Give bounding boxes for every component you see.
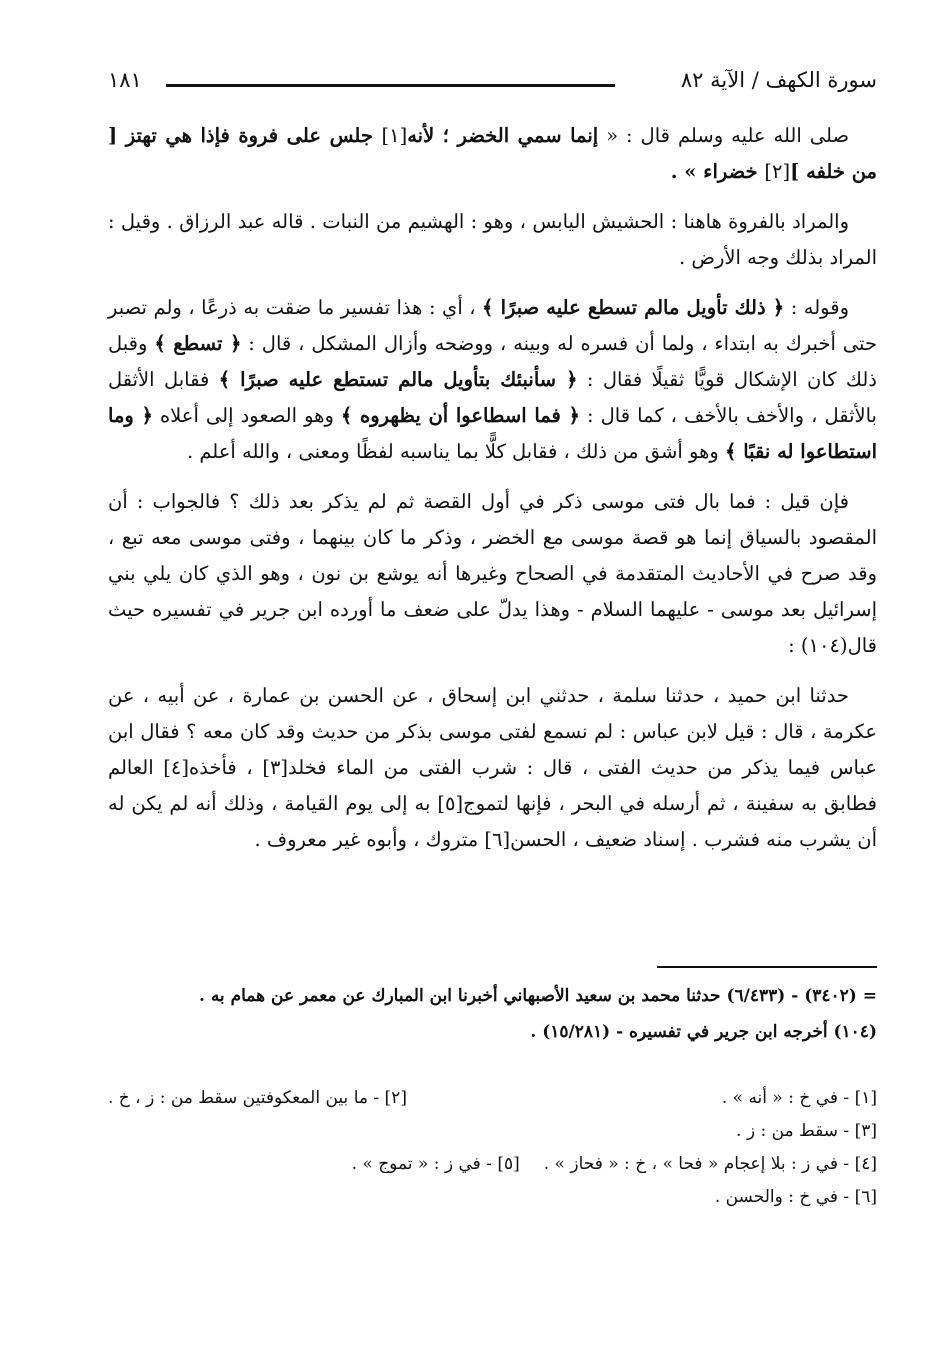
paragraph-hadith: صلى الله عليه وسلم قال : « إنما سمي الخضر ؛ لأنه[١] جلس على فروة فإذا هي تهتز [ من خلفه ][٢] خضراء » . [108,124,877,183]
takhrij-footnotes [108,978,877,1050]
paragraph-tawil: وقوله : ﴿ ذلك تأويل مالم تسطع عليه صبرًا ﴾ ، أي : هذا تفسير ما ضقت به ذرعًا ، ولم تصبر حتى أخبرك به ابتداء ، ولما أن فسره له وبينه ، ووضحه وأزال المشكل ، قال : ﴿ تسطع ﴾ وقبل ذلك كان الإشكال قويًّا ثقيلًا فقال : ﴿ سأنبئك بتأويل مالم تستطع عليه صبرًا ﴾ فقابل الأثقل بالأثقل ، والأخف بالأخف ، كما قال : ﴿ فما اسطاعوا أن يظهروه ﴾ وهو الصعود إلى أعلاه ﴿ وما استطاعوا له نقبًا ﴾ وهو أشق من ذلك ، فقابل كلًّا بما يناسبه لفظًا ومعنى ، والله أعلم . [108,296,877,463]
running-head: سورة الكهف / الآية ٨٢ [680,68,877,92]
note-4: [٤] - في ز : بلا إعجام « فحا » ، خ : « فحاز » . [543,1154,877,1174]
main-text [108,118,877,872]
notes-row [108,1082,877,1115]
note-5: [٥] - في ز : « تموج » . [351,1154,520,1174]
note-2: [٢] - ما بين المعكوفتين سقط من : ز ، خ . [108,1088,407,1108]
note-1: [١] - في خ : « أنه » . [721,1088,877,1108]
notes-row [108,1148,877,1181]
paragraph-fata-musa: فإن قيل : فما بال فتى موسى ذكر في أول القصة ثم لم يذكر بعد ذلك ؟ فالجواب : أن المقصود بالسياق إنما هو قصة موسى مع الخضر ، وذكر ما كان بينهما ، وفتى موسى معه تبع ، وقد صرح في الأحاديث المتقدمة في الصحاح وغيرها أنه يوشع بن نون ، وهو الذي كان يلي بني إسرائيل بعد موسى - عليهما السلام - وهذا يدلّ على ضعف ما أورده ابن جرير في تفسيره حيث قال(١٠٤) : [108,490,877,657]
note-6: [٦] - في خ : والحسن . [714,1187,877,1207]
paragraph-farwa: والمراد بالفروة هاهنا : الحشيش اليابس ، وهو : الهشيم من النبات . قاله عبد الرزاق . وقيل : المراد بذلك وجه الأرض . [108,210,877,269]
footnote-line: (١٠٤) أخرجه ابن جرير في تفسيره - (١٥/٢٨١) . [530,1022,877,1042]
footnote-line: = (٣٤٠٢) - (٦/٤٣٣) حدثنا محمد بن سعيد الأصبهاني أخبرنا ابن المبارك عن معمر عن همام به . [198,986,877,1006]
page-header [108,62,877,102]
header-rule [166,84,615,87]
note-3: [٣] - سقط من : ز . [736,1121,877,1141]
paragraph-isnad: حدثنا ابن حميد ، حدثنا سلمة ، حدثني ابن إسحاق ، عن الحسن بن عمارة ، عن أبيه ، عن عكرمة ، قال : قيل لابن عباس : لم نسمع لفتى موسى بذكر من حديث وقد كان معه ؟ فقال ابن عباس فيما يذكر من حديث الفتى ، قال : شرب الفتى من الماء فخلد[٣] ، فأخذه[٤] العالم فطابق به سفينة ، ثم أرسله في البحر ، فإنها لتموج[٥] به إلى يوم القيامة ، وذلك أنه لم يكن له أن يشرب منه فشرب . إسناد ضعيف ، الحسن[٦] متروك ، وأبوه غير معروف . [108,684,877,851]
manuscript-notes [108,1082,877,1214]
page-number: ١٨١ [108,68,142,92]
footnote-rule [657,966,877,968]
